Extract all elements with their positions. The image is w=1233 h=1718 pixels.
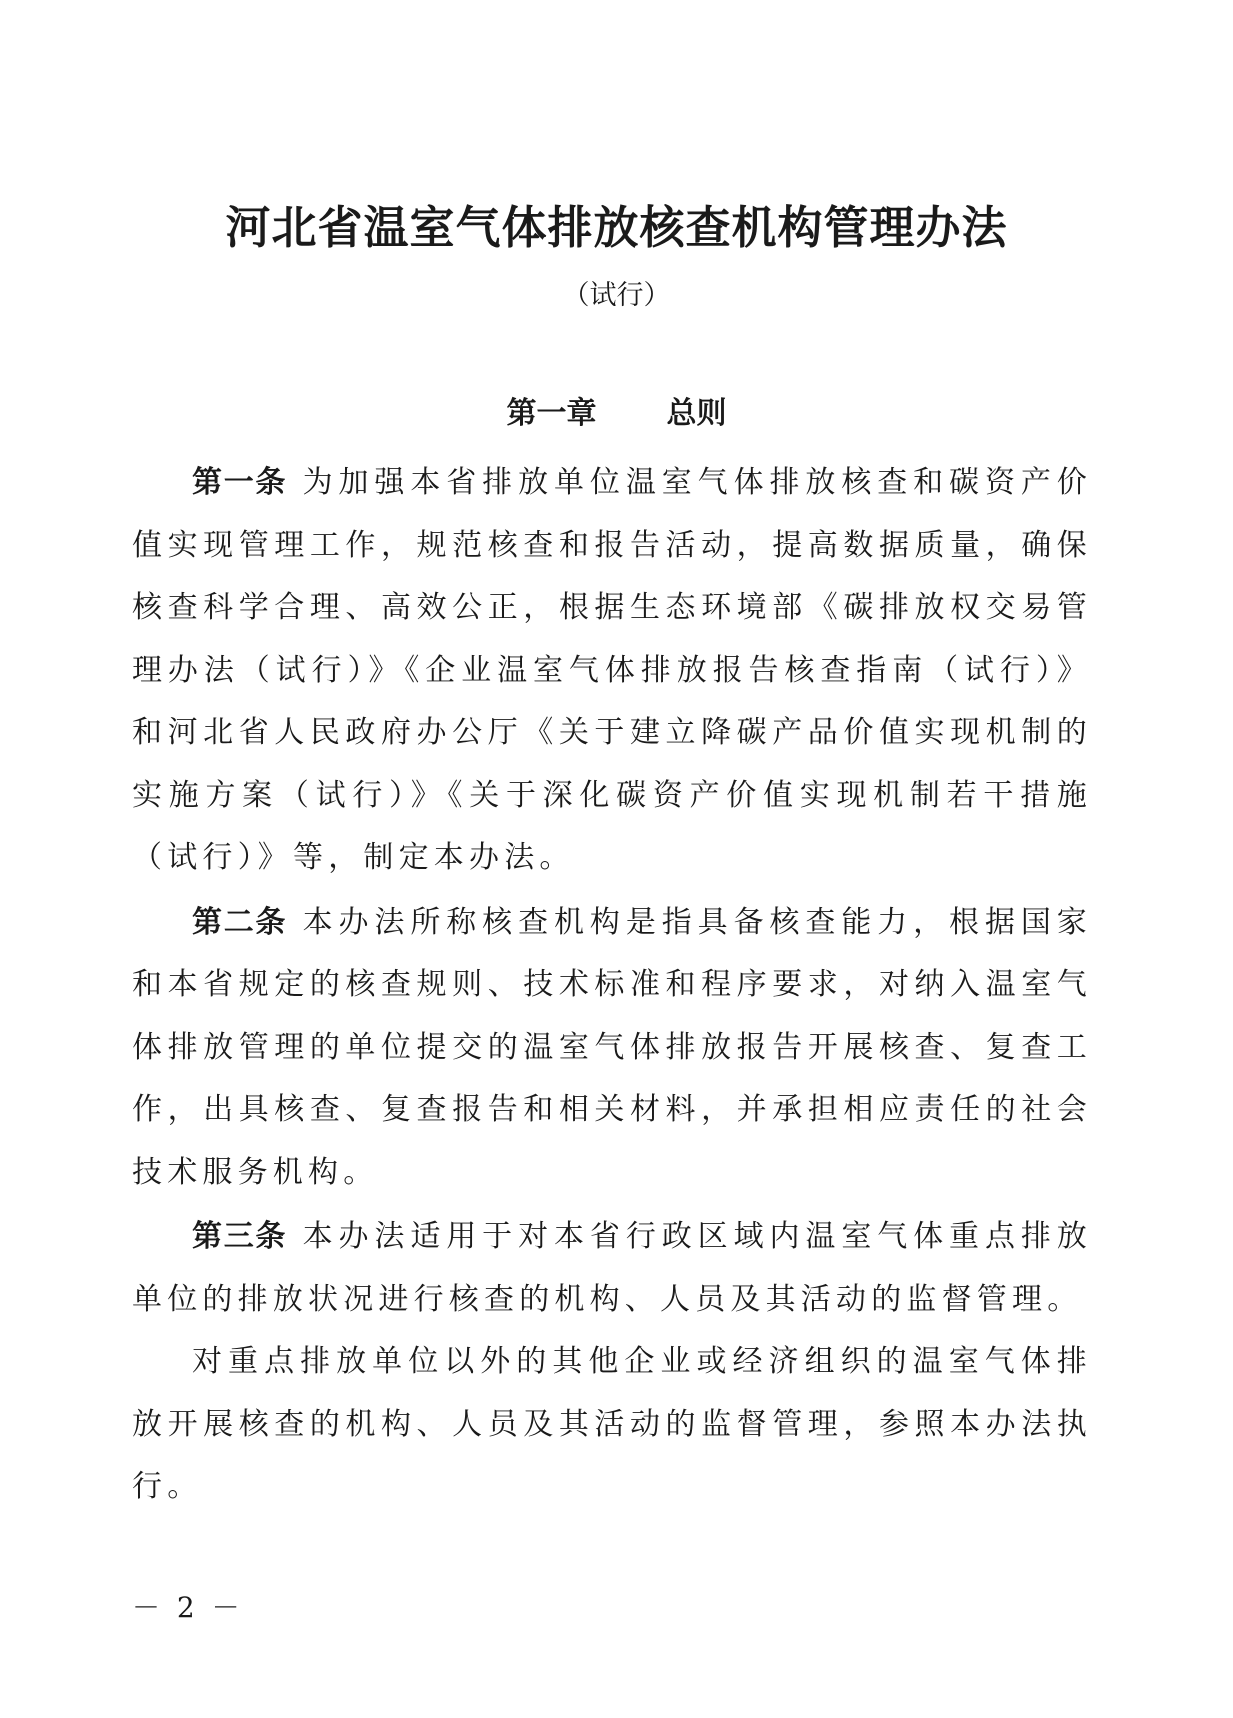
article-text: 为加强本省排放单位温室气体排放核查和碳资产价值实现管理工作，规范核查和报告活动，提高数据质量，确保核查科学合理、高效公正，根据生态环境部《碳排放权交易管理办法（试行）》《企业温室气体排放报告核查指南（试行）》和河北省人民政府办公厅《关于建立降碳产品价值实现机制的实施方案（试行）》《关于深化碳资产价值实现机制若干措施（试行）》等，制定本办法。 bbox=[132, 465, 1092, 875]
article-paragraph bbox=[132, 452, 1092, 890]
article-label: 第三条 bbox=[192, 1219, 288, 1254]
page-number: － 2 － bbox=[132, 1591, 244, 1624]
chapter-heading bbox=[0, 392, 1233, 436]
article-paragraph bbox=[132, 1206, 1092, 1331]
article-label: 第一条 bbox=[192, 465, 288, 500]
document-body bbox=[132, 452, 1092, 1519]
article-paragraph bbox=[132, 892, 1092, 1205]
document-title: 河北省温室气体排放核查机构管理办法 bbox=[225, 201, 1008, 254]
chapter-number: 第一章 bbox=[506, 396, 597, 431]
article-text: 本办法适用于对本省行政区域内温室气体重点排放单位的排放状况进行核查的机构、人员及其活动的监督管理。 bbox=[132, 1219, 1092, 1317]
document-subtitle: （试行） bbox=[562, 280, 671, 311]
article-label: 第二条 bbox=[192, 904, 288, 940]
plain-paragraph: 对重点排放单位以外的其他企业或经济组织的温室气体排放开展核查的机构、人员及其活动的监督管理，参照本办法执行。 bbox=[132, 1344, 1092, 1504]
article-text: 本办法所称核查机构是指具备核查能力，根据国家和本省规定的核查规则、技术标准和程序要求，对纳入温室气体排放管理的单位提交的温室气体排放报告开展核查、复查工作，出具核查、复查报告和相关材料，并承担相应责任的社会技术服务机构。 bbox=[132, 904, 1092, 1190]
chapter-name: 总则 bbox=[666, 396, 727, 431]
